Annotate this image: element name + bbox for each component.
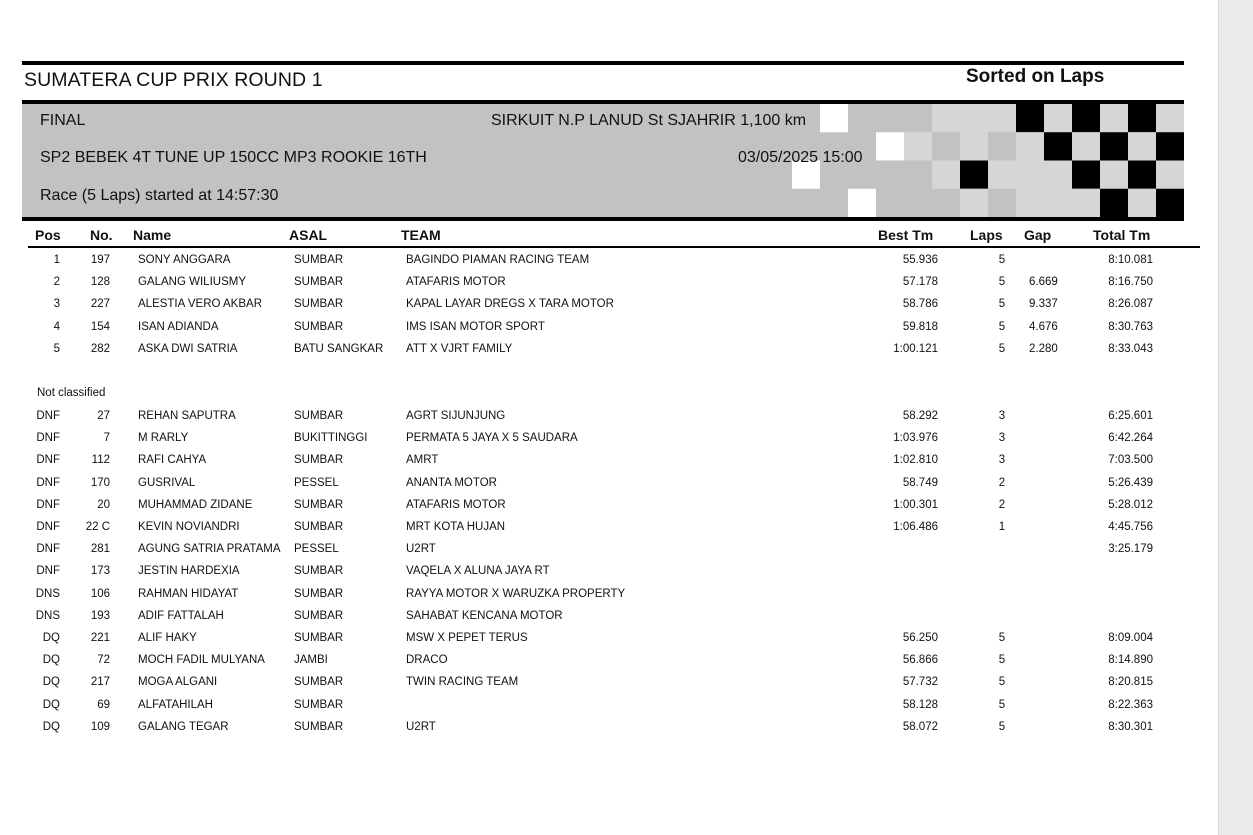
cell-team: ANANTA MOTOR [406,476,497,489]
col-header-no: No. [90,227,113,243]
cell-total-time: 3:25.179 [1108,543,1153,556]
cell-pos: DNF [36,565,60,578]
cell-best-time: 56.250 [902,632,938,644]
cell-name: ISAN ADIANDA [138,320,219,333]
table-row [0,561,1218,583]
cell-laps: 5 [998,654,1006,667]
cell-laps: 5 [998,632,1006,644]
checker-square [1016,132,1044,160]
cell-number: 7 [103,432,110,445]
checker-square [820,104,848,132]
col-header-best-time: Best Tm [878,227,934,243]
cell-total-time: 6:42.264 [1108,432,1153,445]
cell-best-time: 1:00.121 [893,342,938,355]
cell-number: 72 [97,654,110,667]
table-row [0,428,1218,450]
table-row [0,650,1218,672]
cell-name: REHAN SAPUTRA [138,410,236,422]
cell-total-time: 8:33.043 [1108,342,1153,355]
cell-laps: 5 [998,298,1006,311]
cell-asal: SUMBAR [294,565,344,578]
cell-pos: DQ [42,698,60,711]
cell-name: MOGA ALGANI [138,676,218,689]
cell-gap: 9.337 [1029,298,1058,311]
cell-team: VAQELA X ALUNA JAYA RT [406,565,550,578]
checker-square [960,104,988,132]
col-header-total-time: Total Tm [1093,227,1151,243]
cell-laps: 5 [998,720,1006,733]
cell-pos: DNF [36,432,60,445]
cell-number: 227 [90,298,110,311]
cell-number: 128 [90,276,110,289]
checker-square [960,132,988,160]
cell-best-time: 1:00.301 [893,498,938,511]
cell-laps: 3 [998,454,1006,467]
scrollbar-track[interactable] [1218,0,1253,835]
top-rule [22,61,1184,65]
cell-number: 282 [90,342,110,355]
checker-square [1128,189,1156,217]
checker-square [1044,161,1072,189]
cell-asal: SUMBAR [294,609,344,622]
cell-total-time: 8:22.363 [1108,698,1153,711]
cell-laps: 2 [998,498,1006,511]
cell-asal: JAMBI [294,654,328,667]
cell-laps: 5 [998,320,1006,333]
cell-number: 106 [90,587,110,600]
cell-pos: DNF [36,498,60,511]
checker-square [1100,161,1128,189]
table-row [0,672,1218,694]
cell-best-time: 55.936 [902,254,938,266]
cell-best-time: 57.178 [902,276,938,289]
cell-pos: 3 [53,298,60,311]
checker-square [932,104,960,132]
cell-team: ATAFARIS MOTOR [406,498,506,511]
cell-pos: DQ [42,676,60,689]
cell-name: GALANG WILIUSMY [138,276,246,289]
cell-pos: 4 [53,320,60,333]
cell-asal: BATU SANGKAR [294,342,384,355]
checker-square [1072,189,1100,217]
cell-team: MRT KOTA HUJAN [406,521,506,533]
cell-asal: SUMBAR [294,298,344,311]
cell-best-time: 56.866 [902,654,938,667]
cell-pos: DNF [36,476,60,489]
table-row [0,294,1218,316]
checker-square [1044,132,1072,160]
cell-asal: SUMBAR [294,587,344,600]
cell-number: 193 [90,609,110,622]
cell-number: 22 C [85,521,110,533]
cell-team: MSW X PEPET TERUS [406,632,528,644]
checker-square [1016,189,1044,217]
cell-total-time: 8:20.815 [1108,676,1153,689]
checker-square [1100,104,1128,132]
cell-pos: DQ [42,654,60,667]
cell-name: ALESTIA VERO AKBAR [138,298,262,311]
cell-name: ALFATAHILAH [138,698,213,711]
checker-square [1072,161,1100,189]
checker-square [1016,161,1044,189]
cell-asal: PESSEL [294,543,339,556]
table-row [0,495,1218,517]
cell-asal: SUMBAR [294,410,344,422]
cell-team: IMS ISAN MOTOR SPORT [406,320,545,333]
cell-best-time: 59.818 [902,320,938,333]
table-row [0,317,1218,339]
cell-asal: SUMBAR [294,498,344,511]
table-row [0,406,1218,428]
table-row [0,250,1218,272]
checker-square [1072,104,1100,132]
cell-name: AGUNG SATRIA PRATAMA [138,543,281,556]
checker-square [932,161,960,189]
cell-number: 170 [90,476,110,489]
checker-square [1128,104,1156,132]
cell-name: MUHAMMAD ZIDANE [138,498,253,511]
cell-best-time: 58.128 [902,698,938,711]
checker-square [1044,189,1072,217]
cell-name: JESTIN HARDEXIA [138,565,240,578]
col-header-laps: Laps [970,227,1003,243]
cell-laps: 1 [998,521,1006,533]
cell-asal: SUMBAR [294,454,344,467]
class-label: SP2 BEBEK 4T TUNE UP 150CC MP3 ROOKIE 16TH [40,149,427,166]
checker-square [1156,104,1184,132]
cell-team: DRACO [406,654,448,667]
checker-square [960,189,988,217]
checker-square [1100,189,1128,217]
cell-name: MOCH FADIL MULYANA [138,654,265,667]
cell-best-time: 58.786 [902,298,938,311]
checker-square [1016,104,1044,132]
cell-best-time: 58.072 [902,720,938,733]
cell-number: 27 [97,410,110,422]
checker-square [1156,161,1184,189]
checker-square [876,132,904,160]
sort-label: Sorted on Laps [966,66,1105,87]
cell-team: TWIN RACING TEAM [406,676,519,689]
cell-number: 217 [90,676,110,689]
cell-name: M RARLY [138,432,189,445]
table-row [0,695,1218,717]
checker-square [1128,161,1156,189]
table-row [0,272,1218,294]
cell-name: ASKA DWI SATRIA [138,342,238,355]
cell-laps: 5 [998,342,1006,355]
cell-name: GALANG TEGAR [138,720,229,733]
checker-square [988,104,1016,132]
cell-asal: PESSEL [294,476,339,489]
cell-total-time: 5:26.439 [1108,476,1153,489]
cell-asal: BUKITTINGGI [294,432,368,445]
cell-laps: 2 [998,476,1006,489]
cell-team: U2RT [406,720,436,733]
cell-number: 112 [91,454,110,467]
cell-asal: SUMBAR [294,676,344,689]
checker-square [1044,104,1072,132]
checker-square [1156,189,1184,217]
cell-name: ALIF HAKY [138,632,197,644]
cell-team: U2RT [406,543,436,556]
cell-laps: 3 [998,432,1006,445]
cell-number: 221 [90,632,110,644]
race-info: Race (5 Laps) started at 14:57:30 [40,187,279,204]
session-label: FINAL [40,112,86,129]
cell-total-time: 8:09.004 [1108,632,1153,644]
cell-team: PERMATA 5 JAYA X 5 SAUDARA [406,432,578,445]
cell-total-time: 8:14.890 [1108,654,1153,667]
cell-best-time: 58.749 [902,476,938,489]
col-header-team: TEAM [401,227,441,243]
cell-name: RAHMAN HIDAYAT [138,587,239,600]
cell-total-time: 8:16.750 [1108,276,1153,289]
table-row [0,339,1218,361]
table-row [0,584,1218,606]
cell-pos: DNF [36,410,60,422]
col-header-gap: Gap [1024,227,1052,243]
cell-pos: DNF [36,521,60,533]
cell-team: KAPAL LAYAR DREGS X TARA MOTOR [406,298,614,311]
checker-square [848,189,876,217]
cell-asal: SUMBAR [294,720,344,733]
cell-number: 20 [97,498,110,511]
table-row [0,606,1218,628]
table-row [0,473,1218,495]
cell-number: 109 [90,720,110,733]
cell-number: 281 [90,543,110,556]
col-header-name: Name [133,227,172,243]
cell-total-time: 8:30.763 [1108,320,1153,333]
table-row [0,717,1218,739]
checker-square [988,161,1016,189]
cell-best-time: 1:06.486 [893,521,938,533]
cell-laps: 5 [998,676,1006,689]
cell-total-time: 6:25.601 [1108,410,1153,422]
cell-number: 197 [90,254,110,266]
cell-asal: SUMBAR [294,632,344,644]
cell-pos: 1 [53,254,60,266]
cell-asal: SUMBAR [294,276,344,289]
cell-gap: 2.280 [1029,342,1058,355]
cell-team: ATAFARIS MOTOR [406,276,506,289]
table-row [0,628,1218,650]
checker-square [904,132,932,160]
cell-best-time: 57.732 [902,676,938,689]
document-title: SUMATERA CUP PRIX ROUND 1 [24,69,323,91]
cell-laps: 5 [998,698,1006,711]
cell-team: SAHABAT KENCANA MOTOR [406,609,563,622]
cell-asal: SUMBAR [294,521,344,533]
cell-asal: SUMBAR [294,320,344,333]
cell-pos: DNF [36,543,60,556]
cell-total-time: 8:10.081 [1108,254,1153,266]
cell-number: 154 [90,320,110,333]
circuit-label: SIRKUIT N.P LANUD St SJAHRIR 1,100 km [491,112,807,129]
race-header-box [22,100,1184,221]
table-row [0,450,1218,472]
cell-total-time: 7:03.500 [1108,454,1153,467]
cell-pos: 2 [53,276,60,289]
cell-pos: DQ [42,720,60,733]
cell-total-time: 4:45.756 [1108,521,1153,533]
cell-total-time: 5:28.012 [1108,498,1153,511]
cell-laps: 3 [998,410,1006,422]
col-header-asal: ASAL [289,227,328,243]
cell-name: KEVIN NOVIANDRI [138,521,240,533]
cell-name: SONY ANGGARA [138,254,231,266]
cell-name: RAFI CAHYA [138,454,207,467]
cell-best-time: 1:02.810 [893,454,938,467]
table-row [0,539,1218,561]
cell-team: ATT X VJRT FAMILY [406,342,513,355]
cell-pos: DNS [35,609,60,622]
cell-asal: SUMBAR [294,698,344,711]
col-header-pos: Pos [35,227,61,243]
checker-square [1156,132,1184,160]
cell-name: ADIF FATTALAH [138,609,224,622]
cell-team: AGRT SIJUNJUNG [406,410,506,422]
cell-laps: 5 [998,276,1006,289]
cell-total-time: 8:26.087 [1108,298,1153,311]
cell-name: GUSRIVAL [138,476,196,489]
cell-pos: DNF [36,454,60,467]
cell-best-time: 1:03.976 [893,432,938,445]
checker-square [1072,132,1100,160]
header-rule [28,246,1200,248]
cell-laps: 5 [998,254,1006,266]
cell-team: AMRT [406,454,439,467]
cell-pos: 5 [53,342,60,355]
not-classified-label: Not classified [37,387,106,399]
cell-best-time: 58.292 [902,410,938,422]
cell-pos: DQ [42,632,60,644]
cell-team: RAYYA MOTOR X WARUZKA PROPERTY [406,587,626,600]
cell-pos: DNS [35,587,60,600]
cell-gap: 4.676 [1029,320,1058,333]
cell-team: BAGINDO PIAMAN RACING TEAM [406,254,590,266]
cell-gap: 6.669 [1029,276,1058,289]
race-datetime: 03/05/2025 15:00 [738,149,863,166]
cell-asal: SUMBAR [294,254,344,266]
table-row [0,517,1218,539]
cell-total-time: 8:30.301 [1108,720,1153,733]
checker-square [1100,132,1128,160]
cell-number: 173 [90,565,110,578]
checker-square [960,161,988,189]
cell-number: 69 [97,698,110,711]
checker-square [1128,132,1156,160]
